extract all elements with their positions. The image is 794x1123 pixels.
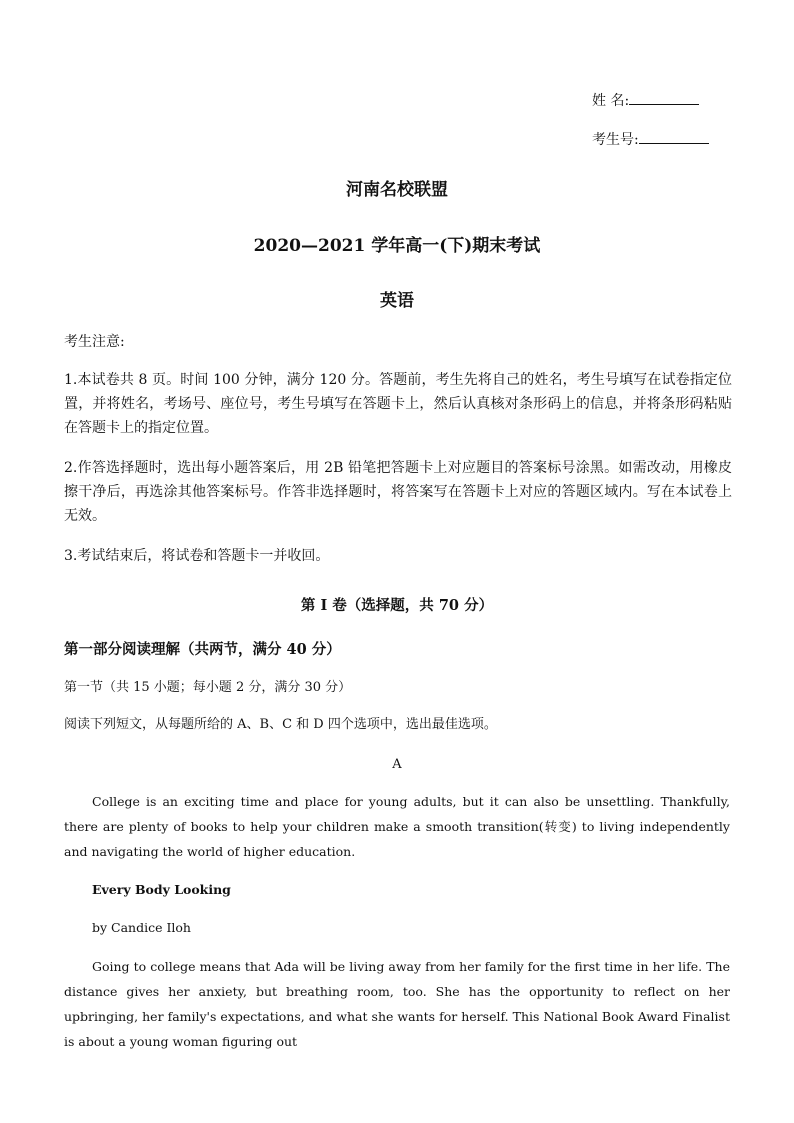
candidate-number-blank[interactable] xyxy=(639,129,709,144)
passage-intro: College is an exciting time and place for young adults, but it can also be unsettling. Thankfully, there are plenty of books to help your children make a smooth transition(转变) to living independently and navigating the world of higher education. xyxy=(64,794,730,859)
candidate-name-line xyxy=(592,90,699,110)
book-author: by Candice Iloh xyxy=(92,920,191,935)
part-title: 第一部分阅读理解（共两节，满分 40 分） xyxy=(64,641,341,658)
notice-item-1: 1.本试卷共 8 页。时间 100 分钟，满分 120 分。答题前，考生先将自己的姓名，考生号填写在试卷指定位置，并将姓名，考场号、座位号，考生号填写在答题卡上，然后认真核对条形码上的信息，并将条形码粘贴在答题卡上的指定位置。 xyxy=(64,372,732,436)
book-title: Every Body Looking xyxy=(92,882,231,897)
org-title: 河南名校联盟 xyxy=(346,180,448,200)
instruction-text: 阅读下列短文，从每题所给的 A、B、C 和 D 四个选项中，选出最佳选项。 xyxy=(64,717,497,732)
section-title: 第一节（共 15 小题；每小题 2 分，满分 30 分） xyxy=(64,680,352,695)
notice-item-3: 3.考试结束后，将试卷和答题卡一并收回。 xyxy=(64,548,330,564)
candidate-name-blank[interactable] xyxy=(629,90,699,105)
volume-title: 第 I 卷（选择题，共 70 分） xyxy=(300,597,494,614)
candidate-number-label: 考生号: xyxy=(592,132,639,148)
exam-title: 2020—2021 学年高一(下)期末考试 xyxy=(253,236,541,256)
subject-title: 英语 xyxy=(380,291,414,311)
candidate-name-label: 姓 名: xyxy=(592,93,630,109)
notice-item-2: 2.作答选择题时，选出每小题答案后，用 2B 铅笔把答题卡上对应题目的答案标号涂黑。如需改动，用橡皮擦干净后，再选涂其他答案标号。作答非选择题时，将答案写在答题卡上对应的答题区域内。写在本试卷上无效。 xyxy=(64,460,732,524)
passage-label: A xyxy=(392,757,402,772)
book-description: Going to college means that Ada will be living away from her family for the first time in her life. The distance gives her anxiety, but breathing room, too. She has the opportunity to reflect on her upbringing, her family's expectations, and what she wants for herself. This National Book Award Finalist is about a young woman figuring out xyxy=(64,959,730,1049)
candidate-number-line xyxy=(592,129,709,149)
notice-heading: 考生注意: xyxy=(64,334,125,350)
